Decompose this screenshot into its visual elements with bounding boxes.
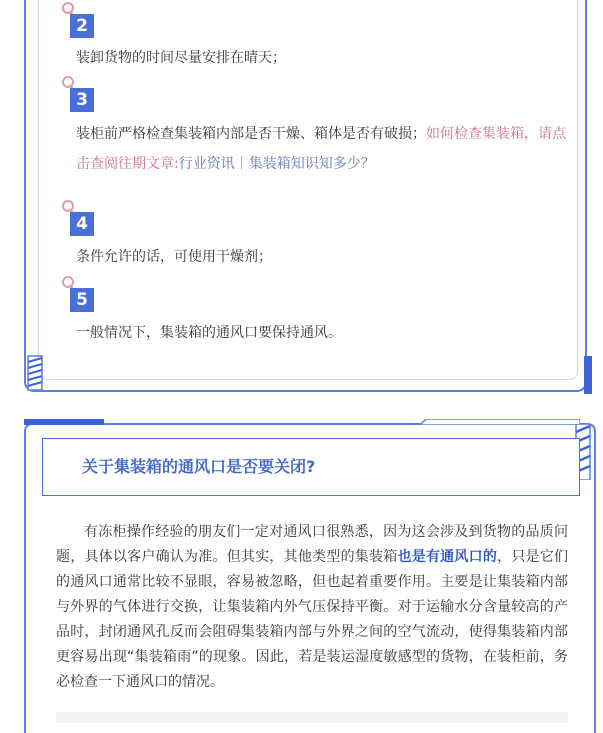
para-text-start: 有冻柜操作经验的朋友们一定对通风口很熟悉，因为这会涉及到货物的品质问题，具体以客户确认为准。但其实，其他类型的集装箱 <box>56 524 568 565</box>
step-text-3-main: 装柜前严格检查集装箱内部是否干燥、箱体是否有破损； <box>76 126 426 142</box>
step-badge-4 <box>62 200 102 236</box>
next-block-placeholder <box>56 712 568 723</box>
check-container-link[interactable]: 如何检查集装箱，请点击查阅往期文章: <box>76 126 566 172</box>
tab-accent-icon <box>420 419 580 425</box>
step-text-2: 装卸货物的时间尽量安排在晴天； <box>76 50 286 66</box>
section-title: 关于集装箱的通风口是否要关闭? <box>82 457 316 476</box>
para-text-end: ，只是它们的通风口通常比较不显眼，容易被忽略，但也起着重要作用。主要是让集装箱内部与外界的气体进行交换，让集装箱内外气压保持平衡。对于运输水分含量较高的产品时，封闭通风孔反而会阻碍集装箱内部与外界之间的空气流动，使得集装箱内部更容易出现“集装箱雨”的现象。因此，若是装运湿度敏感型的货物，在装柜前，务必检查一下通风口的情况。 <box>56 549 569 690</box>
bottom-card-accent <box>24 419 104 425</box>
stripe-decoration-icon <box>24 348 50 392</box>
section-paragraph <box>56 520 568 695</box>
step-text-4: 条件允许的话，可使用干燥剂； <box>76 249 272 265</box>
industry-news-link[interactable]: 行业资讯｜集装箱知识知多少？ <box>178 156 375 172</box>
step-number: 5 <box>70 288 94 312</box>
step-badge-5 <box>62 276 102 312</box>
step-number: 4 <box>70 212 94 236</box>
step-badge-3 <box>62 76 102 112</box>
step-badge-2 <box>62 2 102 38</box>
step-number: 2 <box>70 14 94 38</box>
step-text-3 <box>76 119 566 179</box>
corner-accent-icon <box>580 356 598 394</box>
step-text-5: 一般情况下，集装箱的通风口要保持通风。 <box>76 325 342 341</box>
step-number: 3 <box>70 88 94 112</box>
para-highlight: 也是有通风口的 <box>397 549 498 565</box>
